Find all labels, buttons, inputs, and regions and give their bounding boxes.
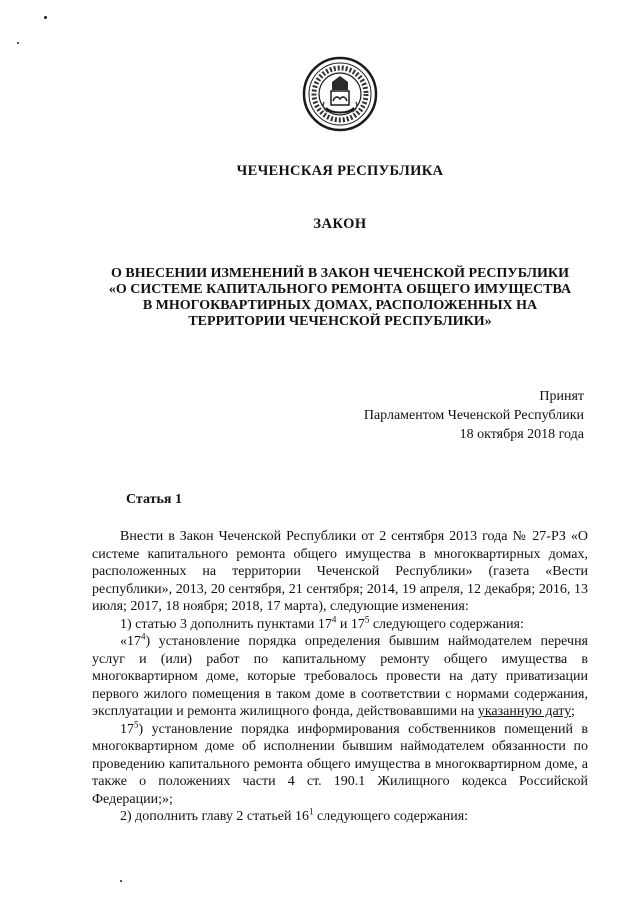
document-type-heading: ЗАКОН <box>313 216 367 232</box>
law-title-line: ТЕРРИТОРИИ ЧЕЧЕНСКОЙ РЕСПУБЛИКИ» <box>188 314 492 329</box>
law-title-line: О ВНЕСЕНИИ ИЗМЕНЕНИЙ В ЗАКОН ЧЕЧЕНСКОЙ РЕСПУБЛИКИ <box>111 266 569 281</box>
item-1-paragraph: 1) статью 3 дополнить пунктами $17^4$ и $17^5$ следующего содержания: <box>120 613 524 632</box>
law-title-line: В МНОГОКВАРТИРНЫХ ДОМАХ, РАСПОЛОЖЕННЫХ НА <box>142 298 538 313</box>
scan-speck <box>44 16 47 19</box>
adoption-date: 18 октября 2018 года <box>459 427 584 442</box>
law-title-line: «О СИСТЕМЕ КАПИТАЛЬНОГО РЕМОНТА ОБЩЕГО ИМУЩЕСТВА <box>108 282 572 297</box>
scan-speck <box>120 880 122 882</box>
coat-of-arms-emblem <box>302 56 378 132</box>
scan-speck <box>17 42 19 44</box>
item-2-paragraph: 2) дополнить главу 2 статьей $16^1$ следующего содержания: <box>120 806 469 824</box>
adoption-block <box>364 387 584 444</box>
adoption-label: Принят <box>539 389 584 404</box>
point-17-5-paragraph: $17^5$) установление порядка информирования собственников помещений в многоквартирном доме об исполнении бывшим наймодателем обязанности по проведению капитального ремонта общего имущества в многоквартирном доме, а также о положениях части 4 ст. 190.1 Жилищного кодекса Российской Федерации;»; <box>92 718 588 807</box>
point-17-4-paragraph: «$17^4$) установление порядка определения бывшим наймодателем перечня услуг и (или) работ по капитальному ремонту общего имущества в многоквартирном доме, которые требовалось провести на дату приватизации первого жилого помещения в таком доме в соответствии с нормами содержания, эксплуатации и ремонта жилищного фонда, действовавшими на указанную дату; <box>92 631 588 719</box>
republic-heading: ЧЕЧЕНСКАЯ РЕСПУБЛИКА <box>236 163 444 179</box>
article-heading: Статья 1 <box>126 492 182 507</box>
adoption-body: Парламентом Чеченской Республики <box>363 408 584 423</box>
article-body <box>92 528 588 826</box>
intro-paragraph: Внести в Закон Чеченской Республики от 2 сентября 2013 года № 27-РЗ «О системе капитального ремонта общего имущества в многоквартирных домах, расположенных на территории Чеченской Республики» (газета «Вести республики», 2013, 20 сентября, 21 сентября; 2014, 19 апреля, 12 декабря; 2016, 13 июля; 2017, 18 ноября; 2018, 17 марта), следующие изменения: <box>92 529 588 614</box>
law-title <box>60 266 620 330</box>
